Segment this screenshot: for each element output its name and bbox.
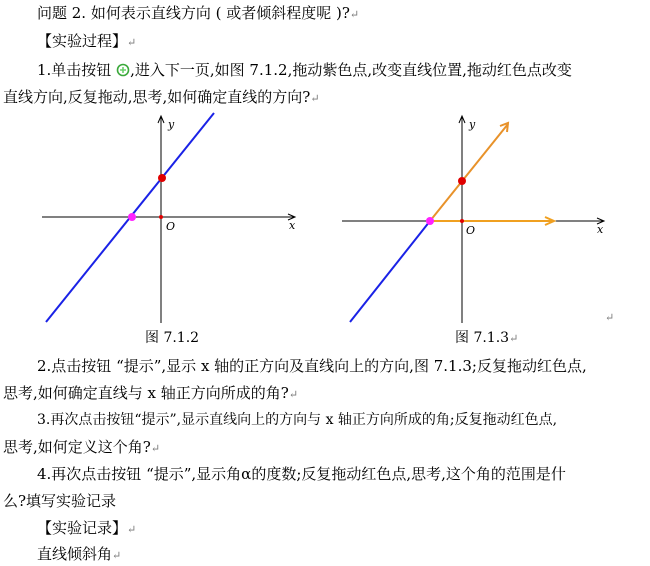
origin-label: O — [166, 220, 176, 233]
y-label: y — [469, 118, 476, 131]
caption-fig-7-1-2: 图 7.1.2 — [145, 330, 200, 346]
y-label: y — [168, 118, 175, 131]
figure-7-1-3 — [338, 110, 610, 325]
figure-7-1-2 — [38, 110, 300, 325]
step3-line2: 思考,如何定义这个角?↵ — [3, 438, 161, 456]
blue-line — [350, 221, 430, 322]
step1-line1: 1.单击按钮 ,进入下一页,如图 7.1.2,拖动紫色点,改变直线位置,拖动红色点改变 — [37, 61, 572, 79]
step3-line1: 3.再次点击按钮“提示”,显示直线向上的方向与 x 轴正方向所成的角;反复拖动红色点, — [37, 412, 558, 428]
caption-fig-7-1-3: 图 7.1.3↵ — [455, 330, 519, 346]
origin-point — [159, 215, 163, 219]
section-process: 【实验过程】↵ — [37, 32, 137, 50]
section-record: 【实验记录】↵ — [37, 519, 137, 537]
q2-title: 问题 2. 如何表示直线方向 ( 或者倾斜程度呢 )?↵ — [37, 4, 360, 22]
origin-point — [460, 219, 464, 223]
step2-line2: 思考,如何确定直线与 x 轴正方向所成的角?↵ — [3, 384, 299, 402]
red-point[interactable] — [158, 174, 166, 182]
return-mark: ↵ — [605, 311, 615, 324]
red-point[interactable] — [458, 177, 466, 185]
origin-label: O — [466, 224, 476, 237]
step4-line1: 4.再次点击按钮 “提示”,显示角α的度数;反复拖动红色点,思考,这个角的范围是什 — [37, 465, 566, 483]
magenta-point[interactable] — [426, 217, 434, 225]
magenta-point[interactable] — [128, 213, 136, 221]
x-label: x — [597, 223, 604, 236]
orange-direction-arrow — [430, 124, 508, 221]
step4-line2: 么?填写实验记录 — [3, 492, 117, 510]
hint-button-icon[interactable] — [116, 62, 130, 76]
step2-line1: 2.点击按钮 “提示”,显示 x 轴的正方向及直线向上的方向,图 7.1.3;反复拖动红色点, — [37, 357, 587, 375]
step1-line2: 直线方向,反复拖动,思考,如何确定直线的方向?↵ — [3, 88, 320, 106]
record-item: 直线倾斜角↵ — [37, 545, 122, 563]
x-label: x — [289, 219, 296, 232]
